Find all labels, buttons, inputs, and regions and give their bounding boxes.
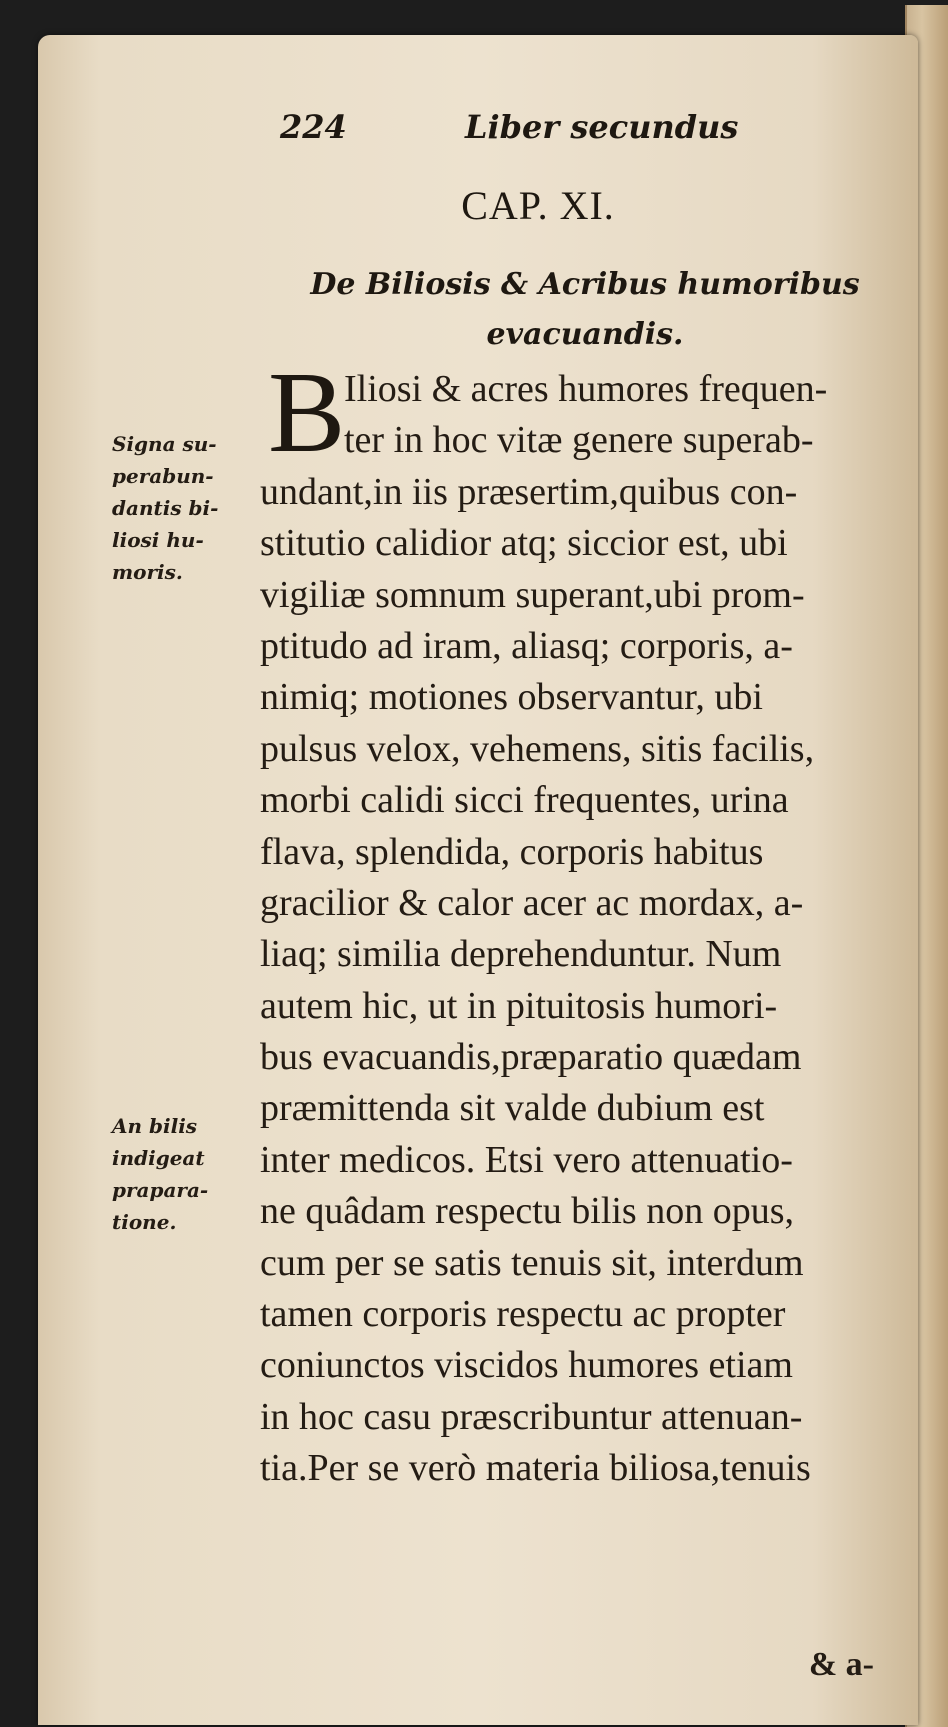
body-line: præmittenda sit valde dubium est (260, 1087, 765, 1130)
body-line: cum per se satis tenuis sit, interdum (260, 1241, 804, 1284)
margin-note-line: An bilis (112, 1114, 198, 1138)
body-line: in hoc casu præscribuntur attenuan- (260, 1395, 803, 1438)
margin-note-line: Signa su- (112, 432, 217, 456)
body-line: stitutio calidior atq; siccior est, ubi (260, 522, 788, 565)
body-line: coniunctos viscidos humores etiam (260, 1344, 793, 1387)
body-line: inter medicos. Etsi vero attenuatio- (260, 1138, 793, 1181)
chapter-subtitle-line: De Biliosis & Acribus humoribus (310, 267, 860, 302)
body-line: autem hic, ut in pituitosis humori- (260, 984, 778, 1027)
margin-note-line: moris. (112, 560, 183, 584)
body-line: vigiliæ somnum superant,ubi prom- (260, 573, 805, 616)
body-line: ter in hoc vitæ genere superab- (344, 419, 814, 462)
margin-note (112, 1110, 242, 1238)
body-line: tamen corporis respectu ac propter (260, 1293, 786, 1336)
margin-note (112, 428, 242, 588)
margin-note-line: dantis bi- (112, 496, 219, 520)
body-line: gracilior & calor acer ac mordax, a- (260, 881, 804, 924)
body-line: nimiq; motiones observantur, ubi (260, 676, 763, 719)
body-line: bus evacuandis,præparatio quædam (260, 1036, 802, 1079)
catchword: & a- (808, 1646, 874, 1683)
body-line: flava, splendida, corporis habitus (260, 830, 764, 873)
chapter-subtitle-line: evacuandis. (486, 317, 684, 352)
body-line: ne quâdam respectu bilis non opus, (260, 1190, 795, 1233)
body-line: ptitudo ad iram, aliasq; corporis, a- (260, 624, 793, 667)
body-line: pulsus velox, vehemens, sitis facilis, (260, 727, 815, 770)
drop-cap: B (268, 349, 346, 477)
body-line: tia.Per se verò materia biliosa,tenuis (260, 1447, 811, 1490)
margin-note-line: perabun- (112, 464, 214, 488)
body-text (260, 349, 872, 1495)
running-title: Liber secundus (465, 108, 739, 146)
page-number: 224 (280, 108, 347, 146)
running-head (0, 108, 948, 158)
body-line: Iliosi & acres humores frequen- (344, 368, 828, 410)
body-line: morbi calidi sicci frequentes, urina (260, 779, 789, 822)
margin-note-line: indigeat (112, 1146, 205, 1170)
chapter-heading: CAP. XI. (461, 183, 615, 228)
margin-note-line: tione. (112, 1210, 177, 1234)
margin-note-line: liosi hu- (112, 528, 204, 552)
body-line: undant,in iis præsertim,quibus con- (260, 470, 798, 513)
chapter-subtitle (290, 260, 880, 360)
margin-note-line: prapara- (112, 1178, 209, 1202)
body-line: liaq; similia deprehenduntur. Num (260, 933, 782, 976)
